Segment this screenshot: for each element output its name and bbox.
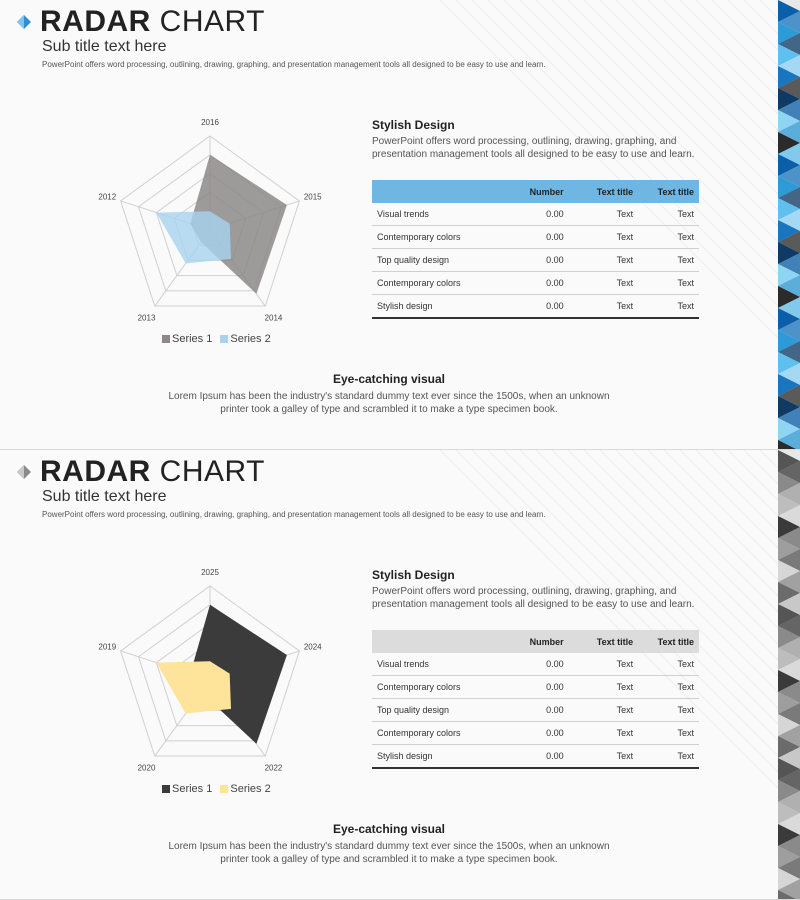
table-cell: Text [569,203,639,226]
background-pattern-line [600,0,800,200]
table-cell: Text [638,272,699,295]
table-cell: Stylish design [372,295,502,319]
legend-swatch [220,785,228,793]
radar-axis-label: 2024 [303,642,322,652]
table-cell: Contemporary colors [372,722,502,745]
legend-label: Series 2 [230,333,271,345]
stylish-body: PowerPoint offers word processing, outlining, drawing, graphing, and presentation management tools all designed to be easy to use and learn. [372,136,695,160]
table-cell: Visual trends [372,653,502,676]
title-rest: CHART [159,455,265,488]
table-row [372,226,699,249]
table-cell: Text [638,295,699,319]
table-cell: 0.00 [502,722,568,745]
table-cell: 0.00 [502,676,568,699]
radar-chart [80,110,350,360]
legend-swatch [162,335,170,343]
table-cell: Text [638,653,699,676]
table-cell: 0.00 [502,272,568,295]
slide-subtitle: Sub title text here [42,38,167,55]
table-cell: Text [638,745,699,769]
title-bold: RADAR [40,5,151,38]
table-cell: Text [569,722,639,745]
slide-title [40,455,265,489]
background-pattern-line [648,450,800,602]
radar-axis-label: 2013 [137,313,156,323]
background-pattern-line [600,450,800,650]
table-cell: Text [569,676,639,699]
table-cell: Text [638,203,699,226]
stylish-title: Stylish Design [372,568,455,582]
table-cell: Contemporary colors [372,272,502,295]
chart-legend [162,783,271,795]
table-cell: 0.00 [502,699,568,722]
table-row [372,249,699,272]
table-header-cell: Text title [638,630,699,653]
eye-catching-title: Eye-catching visual [332,372,446,386]
background-pattern-line [648,0,800,152]
title-rest: CHART [159,5,265,38]
radar-axis-label: 2016 [201,118,219,127]
table-cell: 0.00 [502,203,568,226]
legend-swatch [162,785,170,793]
table-cell: 0.00 [502,295,568,319]
eye-catching-body: Lorem Ipsum has been the industry's standard dummy text ever since the 1500s, when an unknown printer took a galley of type and scrambled it to make a type specimen book. [168,841,610,865]
slide-2 [0,450,800,900]
table-cell: Contemporary colors [372,226,502,249]
table-cell: Text [569,226,639,249]
title-bold: RADAR [40,455,151,488]
legend-item-series-2 [220,783,270,795]
table-cell: Text [569,699,639,722]
table-row [372,699,699,722]
data-table [372,180,699,319]
table-cell: Text [638,699,699,722]
table-header-row [372,630,699,653]
radar-axis-label: 2012 [98,192,117,202]
table-cell: Top quality design [372,249,502,272]
radar-chart [80,560,350,810]
table-cell: 0.00 [502,653,568,676]
legend-label: Series 2 [230,783,271,795]
table-cell: Text [638,722,699,745]
table-cell: Stylish design [372,745,502,769]
legend-swatch [220,335,228,343]
table-header-cell: Text title [638,180,699,203]
table-header-cell [372,180,502,203]
radar-axis-label: 2022 [264,763,283,773]
table-row [372,295,699,319]
legend-item-series-1 [162,783,212,795]
table-cell: 0.00 [502,745,568,769]
table-row [372,653,699,676]
table-cell: Text [638,226,699,249]
table-cell: Text [638,249,699,272]
table-cell: Contemporary colors [372,676,502,699]
data-table [372,630,699,769]
legend-item-series-2 [220,333,270,345]
table-row [372,203,699,226]
table-cell: Text [569,745,639,769]
eye-catching-title: Eye-catching visual [332,822,446,836]
table-header-cell [372,630,502,653]
diamond-logo-icon [16,464,32,480]
table-row [372,745,699,769]
table-row [372,676,699,699]
legend-label: Series 1 [172,333,213,345]
table-header-cell: Text title [569,630,639,653]
slide-description: PowerPoint offers word processing, outlining, drawing, graphing, and presentation management tools all designed to be easy to use and learn. [42,60,546,69]
table-row [372,722,699,745]
table-header-row [372,180,699,203]
chart-legend [162,333,271,345]
radar-axis-label: 2014 [264,313,283,323]
table-cell: Text [569,249,639,272]
table-row [372,272,699,295]
table-header-cell: Number [502,630,568,653]
diamond-logo-icon [16,14,32,30]
legend-label: Series 1 [172,783,213,795]
slide-subtitle: Sub title text here [42,488,167,505]
radar-axis-label: 2020 [137,763,156,773]
table-header-cell: Number [502,180,568,203]
table-cell: Text [569,295,639,319]
table-cell: 0.00 [502,226,568,249]
eye-catching-body: Lorem Ipsum has been the industry's standard dummy text ever since the 1500s, when an unknown printer took a galley of type and scrambled it to make a type specimen book. [168,391,610,415]
table-cell: 0.00 [502,249,568,272]
table-header-cell: Text title [569,180,639,203]
radar-axis-label: 2015 [303,192,322,202]
radar-series-2-area [156,211,231,263]
stylish-title: Stylish Design [372,118,455,132]
radar-axis-label: 2019 [98,642,117,652]
legend-item-series-1 [162,333,212,345]
radar-axis-label: 2025 [201,568,219,577]
table-cell: Visual trends [372,203,502,226]
table-cell: Text [569,653,639,676]
stylish-body: PowerPoint offers word processing, outlining, drawing, graphing, and presentation management tools all designed to be easy to use and learn. [372,586,695,610]
table-cell: Top quality design [372,699,502,722]
radar-series-2-area [156,661,231,713]
table-cell: Text [569,272,639,295]
slide-title [40,5,265,39]
slide-description: PowerPoint offers word processing, outlining, drawing, graphing, and presentation management tools all designed to be easy to use and learn. [42,510,546,519]
table-cell: Text [638,676,699,699]
